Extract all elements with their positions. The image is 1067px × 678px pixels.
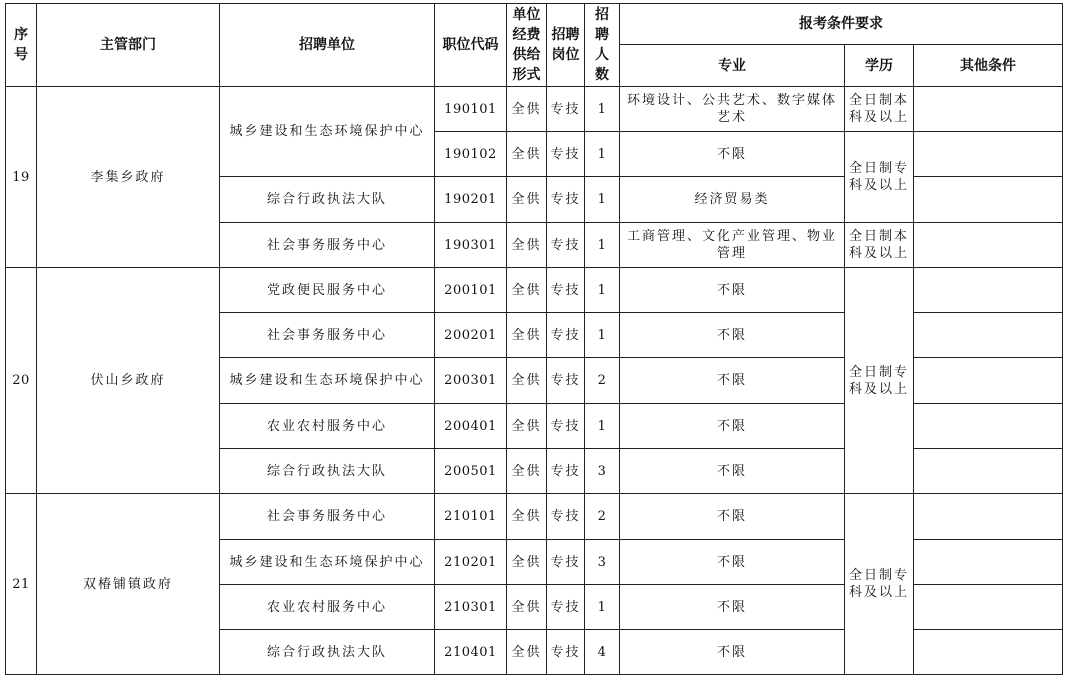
row-other — [914, 630, 1063, 675]
row-funding: 全供 — [507, 132, 547, 177]
row-count: 1 — [585, 177, 620, 223]
row-post: 专技 — [547, 268, 585, 313]
row-code: 190102 — [435, 132, 507, 177]
row-other — [914, 358, 1063, 404]
row-dept: 伏山乡政府 — [37, 268, 220, 494]
row-seq: 21 — [6, 494, 37, 675]
header-seq — [6, 4, 37, 87]
row-funding: 全供 — [507, 223, 547, 268]
row-unit: 综合行政执法大队 — [220, 630, 435, 675]
row-education: 全日制专科及以上 — [845, 132, 914, 223]
row-funding: 全供 — [507, 494, 547, 540]
header-count — [585, 4, 620, 87]
row-code: 200401 — [435, 404, 507, 449]
row-unit: 农业农村服务中心 — [220, 404, 435, 449]
row-dept: 李集乡政府 — [37, 87, 220, 268]
row-major: 不限 — [620, 494, 845, 540]
header-funding — [507, 4, 547, 87]
row-post: 专技 — [547, 404, 585, 449]
row-post: 专技 — [547, 313, 585, 358]
header-code: 职位代码 — [435, 4, 507, 87]
row-code: 190201 — [435, 177, 507, 223]
row-funding: 全供 — [507, 177, 547, 223]
row-unit: 社会事务服务中心 — [220, 494, 435, 540]
row-code: 190101 — [435, 87, 507, 132]
row-other — [914, 585, 1063, 630]
table-row — [6, 268, 1063, 313]
row-unit: 党政便民服务中心 — [220, 268, 435, 313]
row-unit: 城乡建设和生态环境保护中心 — [220, 87, 435, 177]
row-major: 不限 — [620, 268, 845, 313]
header-major: 专业 — [620, 45, 845, 87]
row-unit: 综合行政执法大队 — [220, 449, 435, 494]
row-unit: 社会事务服务中心 — [220, 223, 435, 268]
row-education: 全日制专科及以上 — [845, 268, 914, 494]
row-code: 200101 — [435, 268, 507, 313]
header-education: 学历 — [845, 45, 914, 87]
row-funding: 全供 — [507, 449, 547, 494]
row-major: 不限 — [620, 585, 845, 630]
row-code: 210301 — [435, 585, 507, 630]
row-major: 不限 — [620, 358, 845, 404]
row-major: 环境设计、公共艺术、数字媒体艺术 — [620, 87, 845, 132]
row-code: 190301 — [435, 223, 507, 268]
row-count: 1 — [585, 223, 620, 268]
row-count: 3 — [585, 449, 620, 494]
header-seq-text: 序号 — [14, 27, 28, 63]
row-other — [914, 177, 1063, 223]
header-post-text: 招聘岗位 — [551, 27, 580, 63]
row-other — [914, 449, 1063, 494]
row-unit: 综合行政执法大队 — [220, 177, 435, 223]
row-major: 不限 — [620, 404, 845, 449]
row-post: 专技 — [547, 177, 585, 223]
row-major: 不限 — [620, 630, 845, 675]
row-unit: 农业农村服务中心 — [220, 585, 435, 630]
row-code: 200201 — [435, 313, 507, 358]
row-code: 200501 — [435, 449, 507, 494]
row-code: 210201 — [435, 540, 507, 585]
row-post: 专技 — [547, 540, 585, 585]
header-unit: 招聘单位 — [220, 4, 435, 87]
row-other — [914, 223, 1063, 268]
row-count: 2 — [585, 358, 620, 404]
row-other — [914, 268, 1063, 313]
row-post: 专技 — [547, 132, 585, 177]
row-count: 3 — [585, 540, 620, 585]
row-count: 4 — [585, 630, 620, 675]
row-education: 全日制本科及以上 — [845, 223, 914, 268]
row-education: 全日制专科及以上 — [845, 494, 914, 675]
header-funding-text: 单位经费供给形式 — [512, 7, 541, 83]
row-count: 1 — [585, 268, 620, 313]
row-code: 210401 — [435, 630, 507, 675]
row-other — [914, 87, 1063, 132]
row-funding: 全供 — [507, 313, 547, 358]
row-other — [914, 404, 1063, 449]
row-code: 210101 — [435, 494, 507, 540]
row-count: 1 — [585, 404, 620, 449]
row-major: 不限 — [620, 313, 845, 358]
row-funding: 全供 — [507, 358, 547, 404]
header-dept: 主管部门 — [37, 4, 220, 87]
row-post: 专技 — [547, 449, 585, 494]
row-other — [914, 132, 1063, 177]
row-funding: 全供 — [507, 87, 547, 132]
row-major: 不限 — [620, 132, 845, 177]
table-row — [6, 87, 1063, 132]
header-other: 其他条件 — [914, 45, 1063, 87]
row-post: 专技 — [547, 630, 585, 675]
header-count-text: 招聘人数 — [595, 7, 609, 83]
row-unit: 城乡建设和生态环境保护中心 — [220, 358, 435, 404]
row-major: 经济贸易类 — [620, 177, 845, 223]
row-count: 1 — [585, 585, 620, 630]
row-seq: 19 — [6, 87, 37, 268]
header-post — [547, 4, 585, 87]
row-funding: 全供 — [507, 630, 547, 675]
row-funding: 全供 — [507, 540, 547, 585]
row-other — [914, 540, 1063, 585]
row-unit: 社会事务服务中心 — [220, 313, 435, 358]
row-major: 工商管理、文化产业管理、物业管理 — [620, 223, 845, 268]
row-dept: 双椿铺镇政府 — [37, 494, 220, 675]
row-funding: 全供 — [507, 268, 547, 313]
row-education: 全日制本科及以上 — [845, 87, 914, 132]
row-funding: 全供 — [507, 404, 547, 449]
row-unit: 城乡建设和生态环境保护中心 — [220, 540, 435, 585]
header-requirements: 报考条件要求 — [620, 4, 1063, 45]
recruitment-table — [5, 3, 1063, 675]
row-other — [914, 494, 1063, 540]
row-code: 200301 — [435, 358, 507, 404]
row-funding: 全供 — [507, 585, 547, 630]
row-post: 专技 — [547, 358, 585, 404]
row-count: 1 — [585, 132, 620, 177]
row-count: 2 — [585, 494, 620, 540]
row-seq: 20 — [6, 268, 37, 494]
row-post: 专技 — [547, 87, 585, 132]
row-count: 1 — [585, 313, 620, 358]
row-post: 专技 — [547, 494, 585, 540]
row-major: 不限 — [620, 449, 845, 494]
table-row — [6, 494, 1063, 540]
row-other — [914, 313, 1063, 358]
row-post: 专技 — [547, 585, 585, 630]
row-post: 专技 — [547, 223, 585, 268]
row-count: 1 — [585, 87, 620, 132]
row-major: 不限 — [620, 540, 845, 585]
